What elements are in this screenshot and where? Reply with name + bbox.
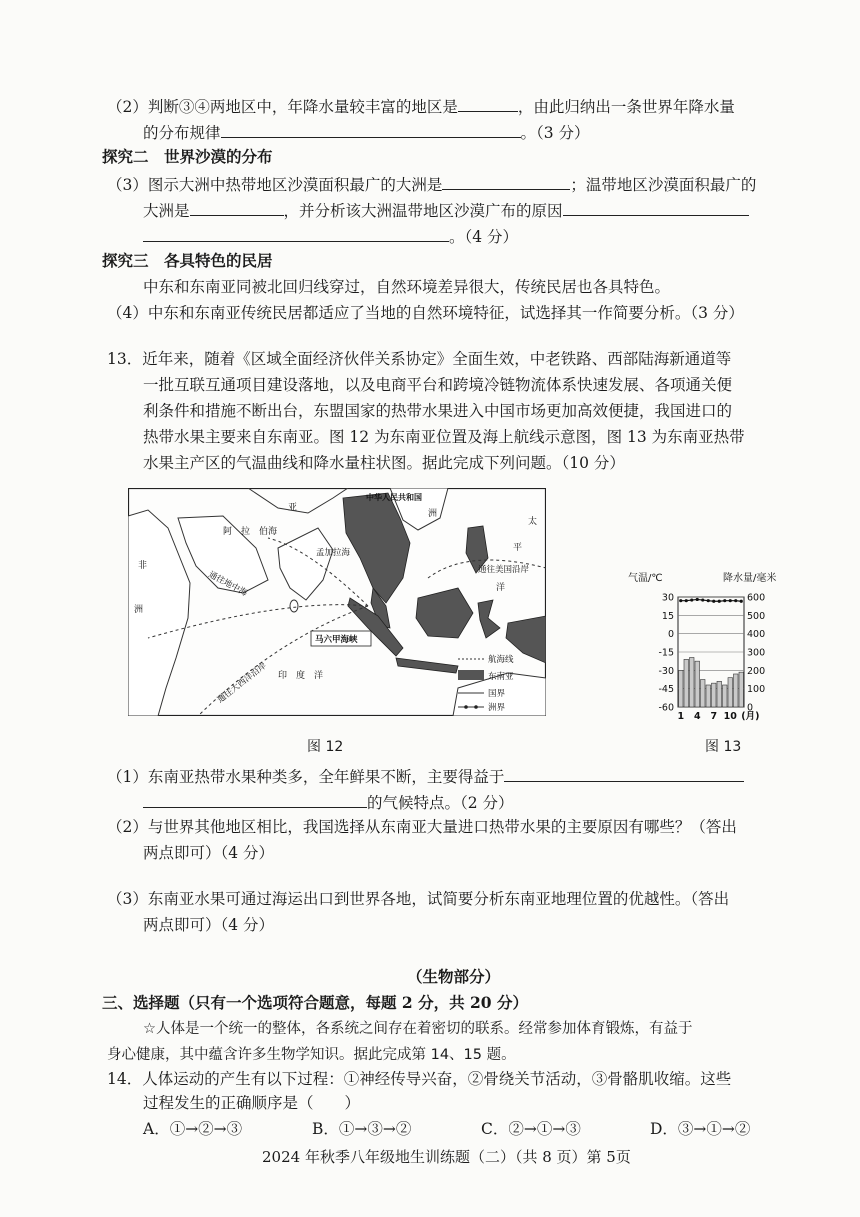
figure-13-climate-chart bbox=[628, 565, 808, 725]
label-arabian-sea: 阿 拉 伯海 bbox=[223, 527, 278, 537]
x-tick-label: 1 bbox=[677, 711, 685, 722]
label-ping: 平 bbox=[513, 543, 523, 553]
right-tick-label: 100 bbox=[747, 684, 766, 696]
q14-stem-line2: 过程发生的正确顺序是（ ） bbox=[143, 1094, 361, 1112]
answer-blank[interactable] bbox=[143, 789, 367, 808]
q12-part3-line3: 。（4 分） bbox=[143, 223, 518, 249]
x-tick-label: 4 bbox=[693, 711, 701, 722]
q13-stem-line2: 一批互联互通项目建设落地，以及电商平台和跨境冷链物流体系快速发展、各项通关便 bbox=[143, 376, 733, 394]
precipitation-bar bbox=[706, 685, 711, 707]
temperature-point bbox=[723, 599, 726, 602]
q12-part3-line1: （3）图示大洲中热带地区沙漠面积最广的大洲是 ；温带地区沙漠面积最广的 bbox=[107, 171, 756, 197]
q12-part4: （4）中东和东南亚传统民居都适应了当地的自然环境特征，试选择其一作简要分析。（3 分） bbox=[107, 304, 744, 322]
q13-part1-line2: 的气候特点。（2 分） bbox=[143, 789, 514, 815]
precipitation-bar bbox=[739, 672, 744, 707]
label-china: 中华人民共和国 bbox=[366, 493, 422, 502]
left-tick-label: -45 bbox=[658, 684, 674, 696]
q13-stem-line1: 13．近年来，随着《区域全面经济伙伴关系协定》全面生效，中老铁路、西部陆海新通道等 bbox=[107, 350, 732, 368]
q14-stem-line1: 14．人体运动的产生有以下过程：①神经传导兴奋，②骨绕关节活动，③骨骼肌收缩。这些 bbox=[107, 1070, 732, 1088]
legend-border: 国界 bbox=[488, 689, 506, 699]
precipitation-bar bbox=[712, 683, 717, 707]
answer-blank[interactable] bbox=[563, 197, 749, 216]
biology-intro-line2: 身心健康，其中蕴含许多生物学知识。据此完成第 14、15 题。 bbox=[107, 1047, 516, 1063]
left-tick-label: 30 bbox=[661, 592, 674, 604]
temperature-point bbox=[707, 599, 710, 602]
figure-12-map bbox=[128, 488, 546, 716]
label-bay-of-bengal: 孟加拉海 bbox=[316, 548, 351, 558]
biology-section-heading: 三、选择题（只有一个选项符合题意，每题 2 分，共 20 分） bbox=[102, 993, 528, 1012]
precipitation-bar bbox=[723, 685, 728, 707]
label-indian-ocean: 印 度 洋 bbox=[278, 671, 324, 681]
right-tick-label: 200 bbox=[747, 665, 766, 677]
precipitation-bar bbox=[690, 658, 695, 708]
label-to-us: 通往美国沿岸 bbox=[478, 565, 530, 575]
q13-stem-line3: 利条件和措施不断出台，东盟国家的热带水果进入中国市场更加高效便捷，我国进口的 bbox=[143, 402, 733, 420]
right-tick-label: 400 bbox=[747, 629, 766, 641]
q13-part2-line2: 两点即可）（4 分） bbox=[143, 844, 275, 862]
temperature-point bbox=[690, 598, 693, 601]
temperature-point bbox=[712, 600, 715, 603]
q14-option-c[interactable]: C．②→①→③ bbox=[481, 1120, 581, 1138]
label-fei: 非 bbox=[138, 561, 148, 571]
explore3-heading: 探究三 各具特色的民居 bbox=[102, 251, 273, 270]
q13-part1-line1: （1）东南亚热带水果种类多，全年鲜果不断，主要得益于 bbox=[107, 763, 744, 789]
x-unit-label: (月) bbox=[741, 711, 760, 722]
precipitation-bar bbox=[701, 680, 706, 708]
biology-intro-line1: ☆人体是一个统一的整体，各系统之间存在着密切的联系。经常参加体育锻炼，有益于 bbox=[143, 1021, 693, 1037]
explore2-heading: 探究二 世界沙漠的分布 bbox=[102, 147, 273, 166]
q13-part3-line2: 两点即可）（4 分） bbox=[143, 916, 275, 934]
temperature-point bbox=[696, 598, 699, 601]
temperature-point bbox=[740, 600, 743, 603]
legend-route: 航海线 bbox=[488, 655, 514, 665]
precipitation-bar bbox=[717, 681, 722, 707]
biology-title: （生物部分） bbox=[407, 967, 501, 986]
q12-part2-line2: 的分布规律 。（3 分） bbox=[143, 119, 590, 145]
label-malacca: 马六甲海峡 bbox=[315, 635, 358, 645]
precipitation-bar bbox=[679, 670, 684, 707]
q14-option-b[interactable]: B．①→③→② bbox=[312, 1120, 412, 1138]
x-tick-label: 7 bbox=[710, 711, 718, 722]
label-zhou-africa: 洲 bbox=[134, 605, 144, 615]
precipitation-bar bbox=[695, 661, 700, 707]
q12-part2-line1: （2）判断③④两地区中，年降水量较丰富的地区是 ，由此归纳出一条世界年降水量 bbox=[107, 93, 735, 119]
precipitation-bar bbox=[684, 659, 689, 707]
x-tick-label: 10 bbox=[723, 711, 737, 722]
label-yang: 洋 bbox=[496, 583, 506, 593]
answer-blank[interactable] bbox=[504, 763, 744, 782]
right-tick-label: 300 bbox=[747, 647, 766, 659]
q13-stem-line4: 热带水果主要来自东南亚。图 12 为东南亚位置及海上航线示意图，图 13 为东南亚热带 bbox=[143, 428, 745, 446]
left-tick-label: 0 bbox=[667, 629, 674, 641]
figure-13-caption: 图 13 bbox=[705, 739, 742, 755]
temperature-point bbox=[701, 598, 704, 601]
ylabel-left: 气温/℃ bbox=[628, 573, 663, 584]
q14-option-d[interactable]: D．③→①→② bbox=[650, 1120, 751, 1138]
answer-blank[interactable] bbox=[458, 93, 518, 112]
explore3-intro: 中东和东南亚同被北回归线穿过，自然环境差异很大，传统民居也各具特色。 bbox=[143, 278, 671, 296]
left-tick-label: -15 bbox=[658, 647, 674, 659]
legend-continent-border: 洲界 bbox=[488, 703, 506, 713]
answer-blank[interactable] bbox=[190, 197, 284, 216]
temperature-point bbox=[685, 599, 688, 602]
label-to-mediterranean: 通往地中海 bbox=[206, 569, 249, 599]
answer-blank[interactable] bbox=[143, 223, 449, 242]
temperature-point bbox=[679, 599, 682, 602]
precipitation-bar bbox=[728, 678, 733, 707]
q13-stem-line5: 水果主产区的气温曲线和降水量柱状图。据此完成下列问题。（10 分） bbox=[143, 454, 625, 472]
label-tai: 太 bbox=[528, 517, 538, 527]
figure-12-caption: 图 12 bbox=[307, 739, 344, 755]
left-tick-label: -30 bbox=[658, 665, 674, 677]
left-tick-label: -60 bbox=[658, 702, 674, 714]
ylabel-right: 降水量/毫米 bbox=[723, 573, 777, 584]
answer-blank[interactable] bbox=[221, 119, 521, 138]
left-tick-label: 15 bbox=[661, 610, 674, 622]
temperature-line bbox=[681, 599, 742, 601]
legend-southeast-asia: 东南亚 bbox=[488, 672, 514, 682]
answer-blank[interactable] bbox=[442, 171, 570, 190]
temperature-point bbox=[734, 599, 737, 602]
precipitation-bar bbox=[734, 674, 739, 707]
q12-part3-line2: 大洲是 ，并分析该大洲温带地区沙漠广布的原因 bbox=[143, 197, 749, 223]
temperature-point bbox=[729, 599, 732, 602]
q13-part2-line1: （2）与世界其他地区相比，我国选择从东南亚大量进口热带水果的主要原因有哪些？（答出 bbox=[107, 818, 737, 836]
right-tick-label: 600 bbox=[747, 592, 766, 604]
right-tick-label: 500 bbox=[747, 610, 766, 622]
page-footer: 2024 年秋季八年级地生训练题（二）（共 8 页）第 5页 bbox=[262, 1148, 631, 1166]
label-to-atlantic: 通往大西洋沿岸 bbox=[215, 660, 269, 706]
q13-part3-line1: （3）东南亚水果可通过海运出口到世界各地，试简要分析东南亚地理位置的优越性。（答出 bbox=[107, 890, 730, 908]
label-ya: 亚 bbox=[288, 503, 298, 513]
q14-option-a[interactable]: A．①→②→③ bbox=[143, 1120, 243, 1138]
temperature-point bbox=[718, 600, 721, 603]
right-tick-label: 0 bbox=[747, 702, 754, 714]
label-zhou: 洲 bbox=[428, 509, 438, 519]
